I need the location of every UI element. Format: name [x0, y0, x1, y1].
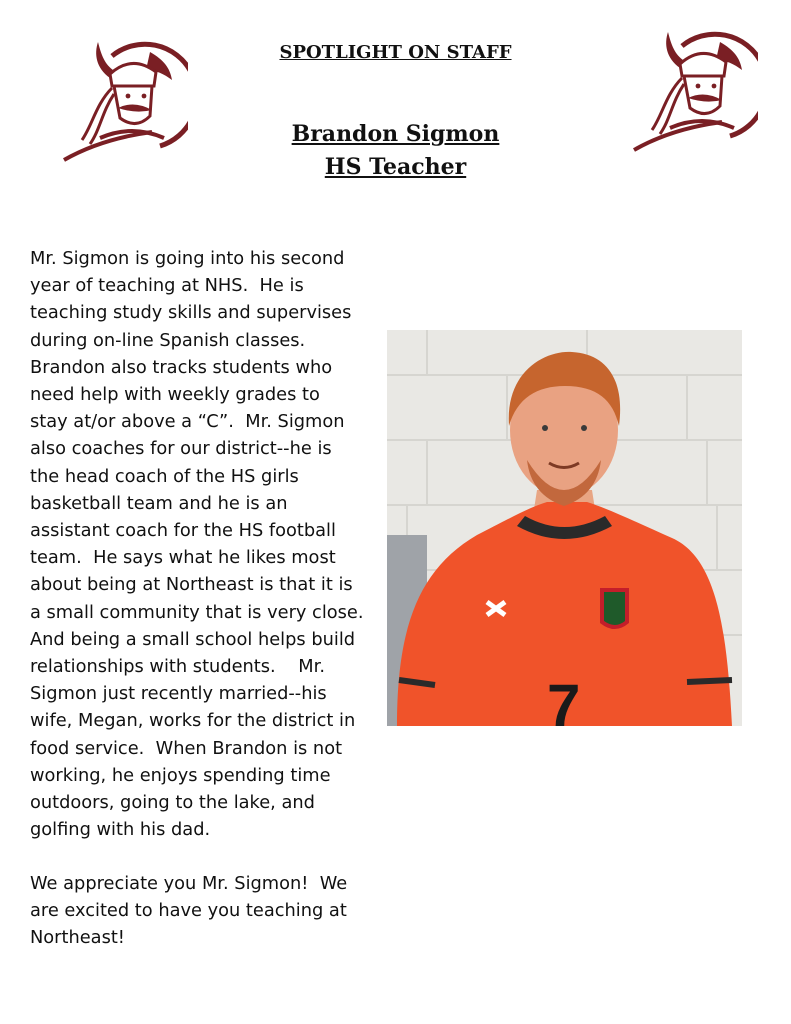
bio-paragraph: Mr. Sigmon is going into his second year of teaching at NHS. He is teaching study skills and supervises during on-line Spanish classes. Brandon also tracks students who need help with weekly grades to stay at/or above a “C”. Mr. Sigmon also coaches for our district--he is the head coach of the HS girls basketball team and he is an assistant coach for the HS football team. He says what he likes most about being at Northeast is that it is a small community that is very close. And being a small school helps build relationships with students. Mr. Sigmon just recently married--his wife, Megan, works for the district in food service. When Brandon is not working, he enjoys spending time outdoors, going to the lake, and golfing with his dad.	[30, 248, 364, 841]
closing-paragraph: We appreciate you Mr. Sigmon! We are excited to have you teaching at Northeast!	[30, 873, 348, 949]
staff-role: HS Teacher	[324, 154, 467, 180]
staff-photo	[387, 330, 742, 726]
section-title: SPOTLIGHT ON STAFF	[279, 42, 512, 63]
jersey-number: 7	[547, 672, 581, 726]
staff-name: Brandon Sigmon	[291, 121, 500, 147]
